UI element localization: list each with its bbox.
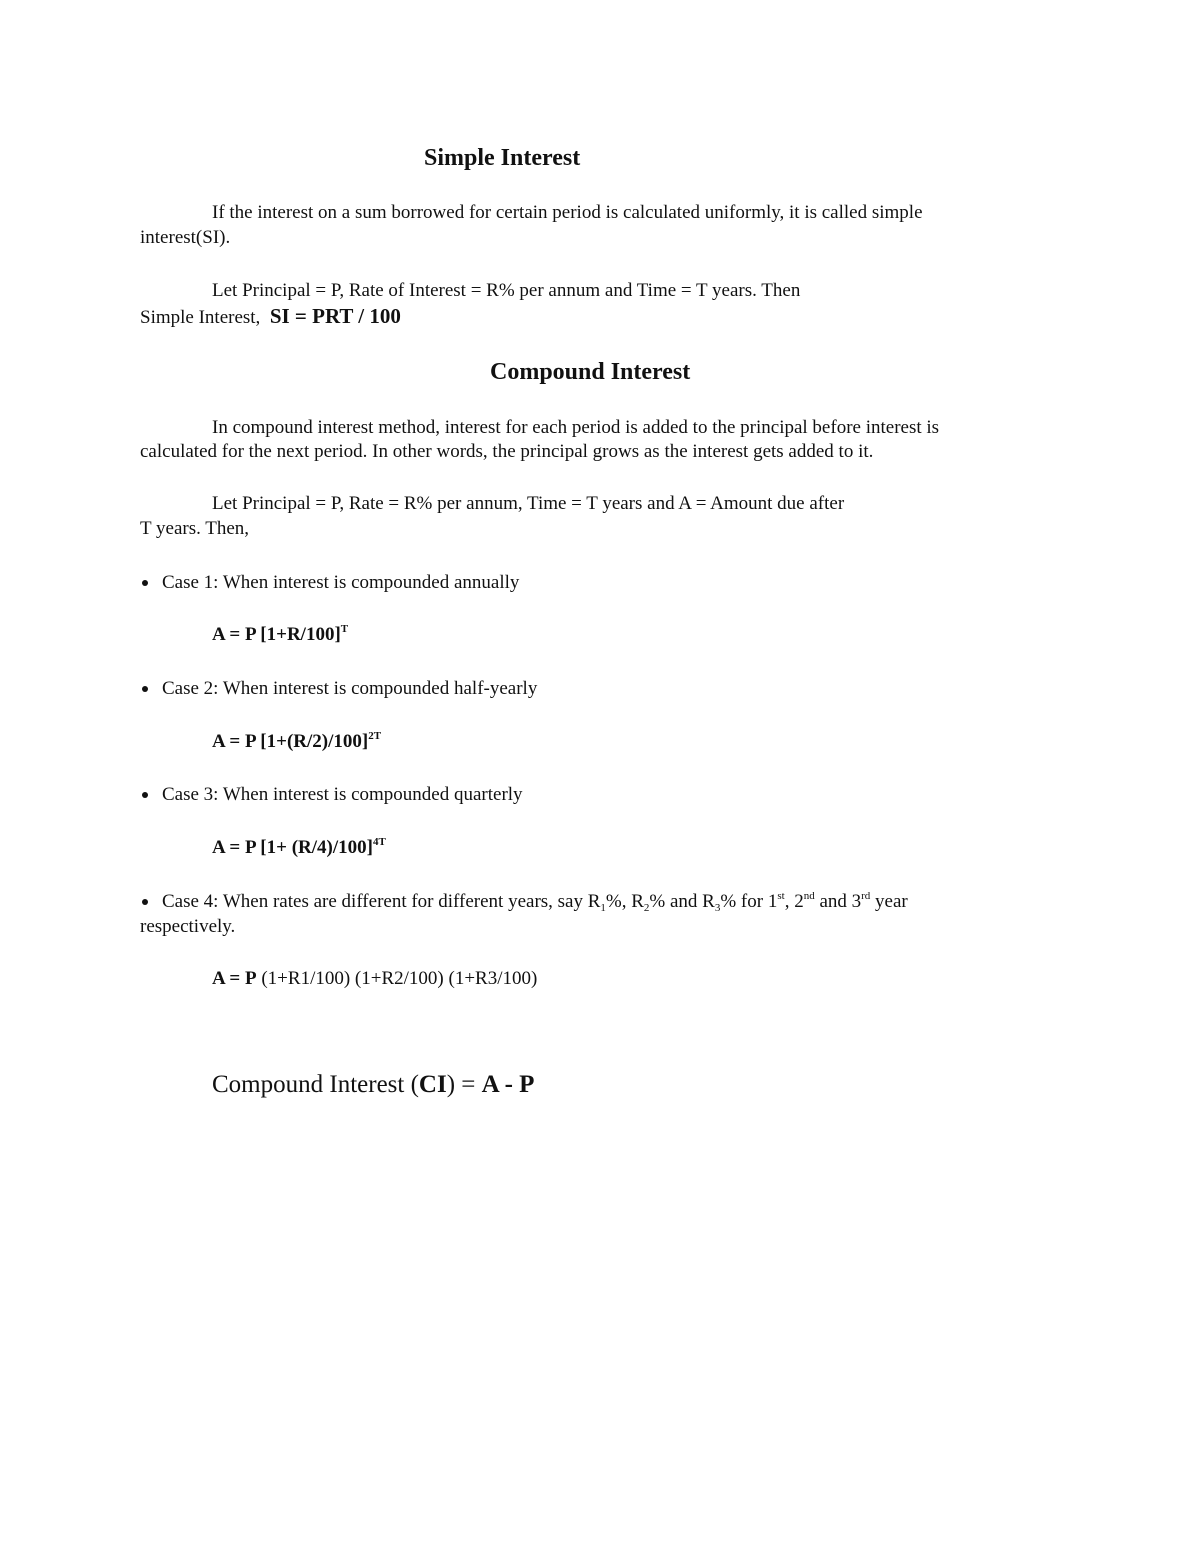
case2-formula-exponent: 2T xyxy=(368,730,382,742)
compound-para1-line2: calculated for the next period. In other words, the principal grows as the interest gets added to it. xyxy=(140,441,874,462)
ci-abbr: CI xyxy=(418,1071,447,1098)
ci-definition xyxy=(212,1072,534,1097)
case4-text-c: % and R xyxy=(649,891,715,912)
case3-formula xyxy=(212,838,386,857)
case4-sup-2: nd xyxy=(803,890,815,902)
case2-label: Case 2: When interest is compounded half-yearly xyxy=(162,678,538,699)
ci-rest: ) = xyxy=(446,1071,482,1098)
case4-label xyxy=(162,890,908,914)
compound-interest-heading: Compound Interest xyxy=(490,359,691,385)
simple-para2-line1: Let Principal = P, Rate of Interest = R% per annum and Time = T years. Then xyxy=(212,280,801,301)
case3-formula-exponent: 4T xyxy=(372,836,386,848)
bullet-icon xyxy=(142,792,148,798)
case1-formula-exponent: T xyxy=(340,623,349,635)
case4-text-g: year xyxy=(870,891,908,912)
simple-interest-heading: Simple Interest xyxy=(424,145,581,171)
case4-sup-1: st xyxy=(777,890,785,902)
simple-para2-line2 xyxy=(140,306,401,327)
simple-interest-prefix: Simple Interest, xyxy=(140,307,261,328)
case4-sup-3: rd xyxy=(861,890,871,902)
case4-formula-bold: A = P xyxy=(212,968,257,989)
case3-formula-base: A = P [1+ (R/4)/100] xyxy=(212,837,373,858)
case4-text-f: and 3 xyxy=(814,891,862,912)
simple-para1-line2: interest(SI). xyxy=(140,227,231,248)
ci-label: Compound Interest ( xyxy=(212,1071,419,1098)
bullet-icon xyxy=(142,580,148,586)
case1-formula-base: A = P [1+R/100] xyxy=(212,624,341,645)
ci-formula: A - P xyxy=(481,1071,535,1098)
case4-text-d: % for 1 xyxy=(720,891,778,912)
case4-text-a: Case 4: When rates are different for different years, say R xyxy=(162,891,601,912)
case2-formula xyxy=(212,732,381,751)
bullet-icon xyxy=(142,899,148,905)
simple-para1-line1: If the interest on a sum borrowed for certain period is calculated uniformly, it is called simple xyxy=(212,202,923,223)
compound-para2-line1: Let Principal = P, Rate = R% per annum, Time = T years and A = Amount due after xyxy=(212,493,845,514)
case4-text-b: %, R xyxy=(605,891,644,912)
case4-text-e: , 2 xyxy=(784,891,804,912)
case4-sub-1: 1 xyxy=(600,902,606,914)
case4-sub-3: 3 xyxy=(714,902,721,914)
case1-label: Case 1: When interest is compounded annually xyxy=(162,572,520,593)
bullet-icon xyxy=(142,686,148,692)
case2-formula-base: A = P [1+(R/2)/100] xyxy=(212,731,369,752)
case3-label: Case 3: When interest is compounded quarterly xyxy=(162,784,523,805)
compound-para2-line2: T years. Then, xyxy=(140,518,250,539)
simple-interest-formula: SI = PRT / 100 xyxy=(269,304,401,328)
case4-formula xyxy=(212,969,537,988)
case4-formula-rest: (1+R1/100) (1+R2/100) (1+R3/100) xyxy=(256,968,538,989)
compound-para1-line1: In compound interest method, interest for each period is added to the principal before interest is xyxy=(212,417,940,438)
case4-sub-2: 2 xyxy=(643,902,650,914)
case4-line2: respectively. xyxy=(140,916,236,937)
case1-formula xyxy=(212,625,348,644)
